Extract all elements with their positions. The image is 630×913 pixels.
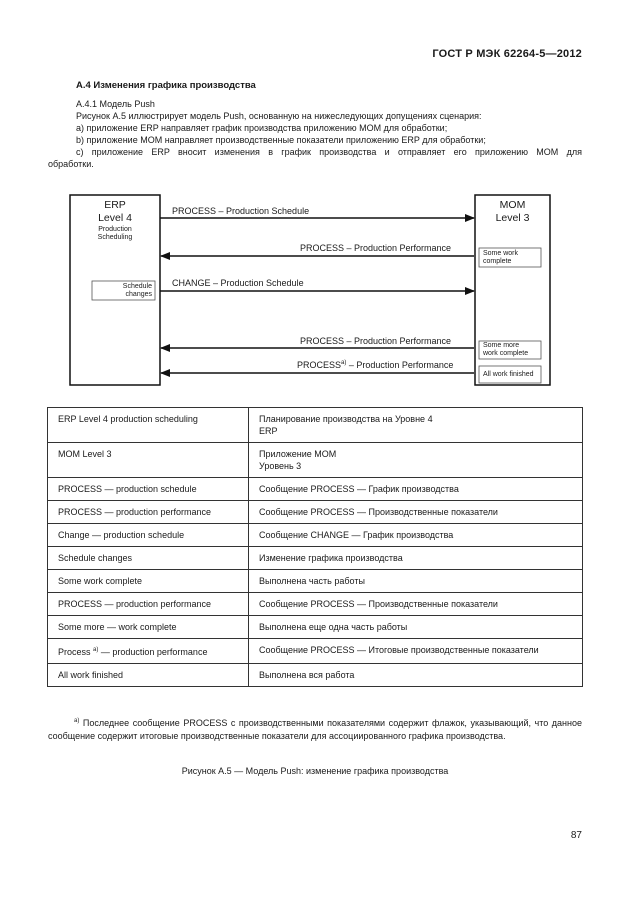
table-cell-ru: Выполнена еще одна часть работы [249,616,583,639]
standard-header: ГОСТ Р МЭК 62264-5—2012 [432,48,582,60]
footnote-mark: а) [74,718,80,724]
erp-title-2: Level 4 [98,212,132,224]
figure-caption: Рисунок А.5 — Модель Push: изменение графика производства [181,766,449,776]
msg1-label: PROCESS – Production Schedule [172,206,310,216]
table-row [48,443,583,478]
erp-title-1: ERP [104,199,126,211]
erp-schedule-changes-label [92,283,152,299]
msg5-post: – Production Performance [348,360,454,370]
table-cell-ru: Сообщение PROCESS — Производственные показатели [249,501,583,524]
intro-paragraph: Рисунок А.5 иллюстрирует модель Push, основанную на нижеследующих допущениях сценария: [76,111,482,121]
table-cell-en: PROCESS — production schedule [48,478,249,501]
cell-en-pre: Process [58,647,91,657]
erp-title [70,199,160,225]
mom-title-2: Level 3 [495,212,530,224]
table-cell-ru: Сообщение CHANGE — График производства [249,524,583,547]
list-item-b: b) приложение МОМ направляет производственные показатели приложению ERP для обработки; [76,135,486,145]
list-item-c-line1: с) приложение ERP вносит изменения в график производства и отправляет его приложению МОМ для [76,147,582,157]
table-cell-ru: Сообщение PROCESS — Итоговые производственные показатели [249,639,583,664]
msg3-label: CHANGE – Production Schedule [172,278,304,288]
table-cell-en: Change — production schedule [48,524,249,547]
table-row [48,570,583,593]
table-cell-en: All work finished [48,664,249,687]
table-row [48,501,583,524]
erp-subtitle [70,226,160,242]
mom-note1-1: Some work [483,250,519,257]
msg5-pre: PROCESS [297,360,342,370]
table-row [48,593,583,616]
table-cell-ru: Выполнена часть работы [249,570,583,593]
table-cell-en: PROCESS — production performance [48,593,249,616]
table-cell-ru [249,443,583,478]
table-cell-ru: Сообщение PROCESS — График производства [249,478,583,501]
mom-title [475,199,550,225]
table-row [48,408,583,443]
mom-note2-label [483,342,528,358]
cell-en-post: — production performance [100,647,208,657]
table-row [48,616,583,639]
erp-sub-2: Scheduling [97,234,133,241]
legend-table [47,407,583,687]
footnote-text: Последнее сообщение PROCESS с производственными показателями содержит флажок, указывающий, что данное сообщение содержит итоговые производственные показатели для ассоциированного графика производства. [48,718,582,741]
mom-note2-1: Some more [483,342,520,349]
table-cell-en [48,639,249,664]
table-cell-en: MOM Level 3 [48,443,249,478]
table-row [48,478,583,501]
table-cell-en: Schedule changes [48,547,249,570]
list-item-c-line2: обработки. [48,159,94,169]
erp-note-2: changes [125,291,152,298]
table-cell-en: ERP Level 4 production scheduling [48,408,249,443]
table-row [48,664,583,687]
subsection-title: А.4.1 Модель Push [76,99,155,109]
msg5-sup: a) [341,360,347,366]
list-item-a: а) приложение ERP направляет график производства приложению МОМ для обработки; [76,123,448,133]
table-row [48,547,583,570]
msg4-label: PROCESS – Production Performance [300,336,452,346]
cell-ru-line1: Планирование производства на Уровне 4 [259,414,433,424]
table-row [48,639,583,664]
cell-ru-line2: Уровень 3 [259,461,302,471]
erp-note-1: Schedule [122,283,152,290]
footnote [48,715,582,742]
cell-ru-line1: Приложение МОМ [259,449,337,459]
table-cell-en: Some more — work complete [48,616,249,639]
mom-note1-2: complete [483,258,512,265]
table-cell-ru: Изменение графика производства [249,547,583,570]
cell-en-sup: a) [93,647,99,653]
erp-sub-1: Production [98,226,132,233]
mom-note3-label: All work finished [483,371,534,378]
table-cell-ru: Выполнена вся работа [249,664,583,687]
cell-ru-line2: ERP [259,426,278,436]
msg5-label [297,360,453,370]
section-title: А.4 Изменения графика производства [76,80,256,91]
table-cell-ru: Сообщение PROCESS — Производственные показатели [249,593,583,616]
table-row [48,524,583,547]
mom-note2-2: work complete [483,350,529,357]
table-cell-en: Some work complete [48,570,249,593]
table-cell-ru [249,408,583,443]
mom-title-1: MOM [499,199,526,211]
mom-note1-label [483,250,518,266]
msg2-label: PROCESS – Production Performance [300,243,452,253]
page-number: 87 [570,830,582,841]
table-cell-en: PROCESS — production performance [48,501,249,524]
